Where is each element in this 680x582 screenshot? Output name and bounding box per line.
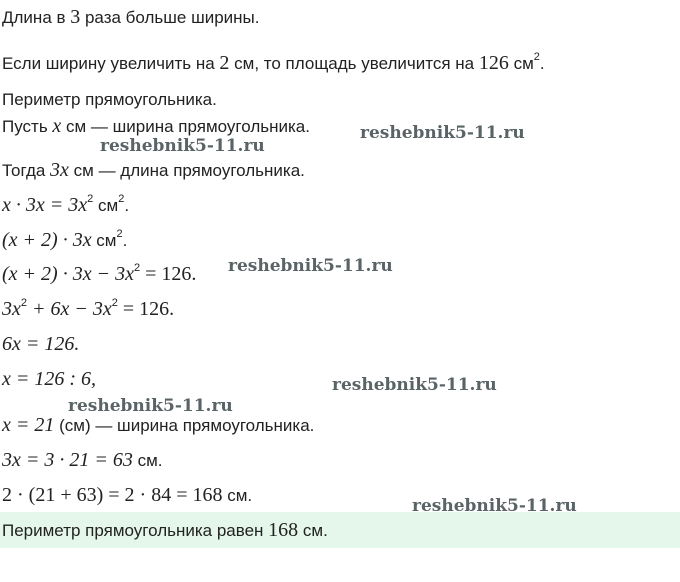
watermark: reshebnik5-11.ru: [228, 256, 393, 276]
length-result: 3x = 3 · 21 = 63 см.: [2, 449, 163, 471]
equation-expanded: $3x^2 + 6x - 3x^2 = 126$.: [2, 297, 175, 320]
watermark: reshebnik5-11.ru: [412, 496, 577, 516]
let-width: Пусть x см — ширина прямоугольника.: [2, 115, 310, 137]
watermark: reshebnik5-11.ru: [100, 136, 265, 156]
equation-area: $x \cdot 3x = 3x^2$ $см^2$.: [2, 193, 130, 216]
condition-length: Длина в 3 раза больше ширины.: [2, 6, 260, 28]
question: Периметр прямоугольника.: [2, 90, 217, 109]
equation-simplified: 6x = 126.: [2, 333, 80, 355]
width-result: x = 21 (см) — ширина прямоугольника.: [2, 414, 315, 436]
condition-area: Если ширину увеличить на 2 см, то площадь увеличится на 126 $см^2$.: [2, 51, 545, 74]
equation-difference: $(x + 2) \cdot 3x - 3x^2 = 126$.: [2, 262, 197, 285]
watermark: reshebnik5-11.ru: [360, 123, 525, 143]
watermark: reshebnik5-11.ru: [332, 375, 497, 395]
answer-text: Периметр прямоугольника равен 168 см.: [2, 519, 328, 541]
perimeter-calculation: 2 · (21 + 63) = 2 · 84 = 168 см.: [2, 484, 253, 506]
watermark: reshebnik5-11.ru: [68, 396, 233, 416]
equation-new-area: (x + 2) · 3x $см^2$.: [2, 228, 128, 251]
equation-division: x = 126 : 6,: [2, 368, 97, 390]
then-length: Тогда 3x см — длина прямоугольника.: [2, 159, 305, 181]
